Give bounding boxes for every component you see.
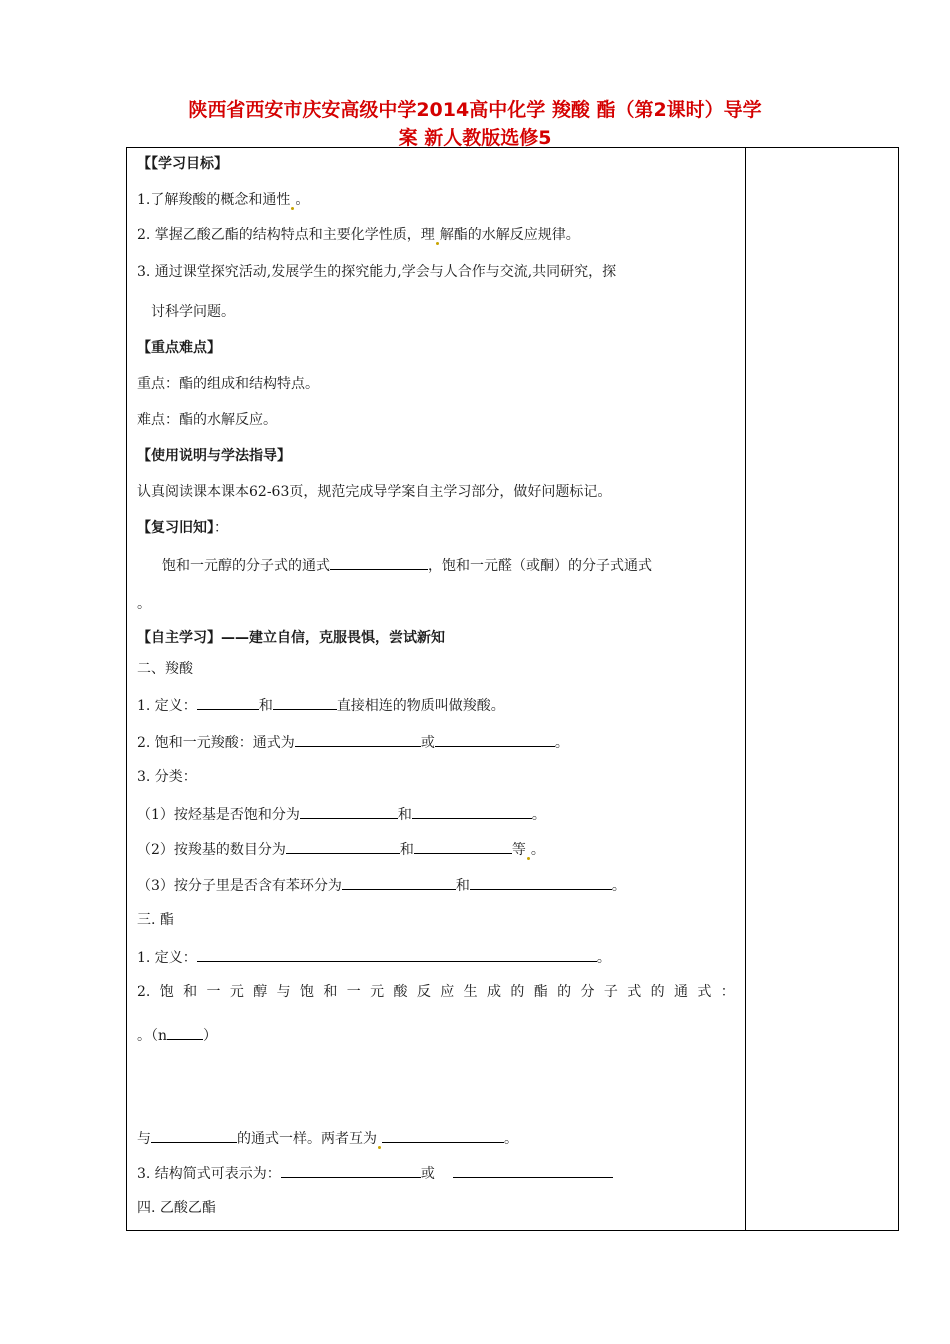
- review-heading: 【复习旧知】: [137, 520, 214, 536]
- document-title-line1: 陕西省西安市庆安高级中学2014高中化学 羧酸 酯（第2课时）导学: [188, 99, 762, 121]
- answer-blank[interactable]: [197, 694, 259, 710]
- review-text-end: 。: [137, 596, 151, 612]
- answer-blank[interactable]: [382, 1127, 504, 1143]
- key-heading: 【重点难点】: [137, 340, 221, 356]
- mark-dot: [527, 857, 530, 860]
- acid-class-1: （1）按烃基是否饱和分为 和 。: [137, 803, 546, 825]
- acid-formula: 2. 饱和一元羧酸：通式为 或 。: [137, 731, 569, 753]
- ester-heading: 三. 酯: [137, 912, 174, 928]
- answer-blank[interactable]: [300, 803, 398, 819]
- acid-class-2: （2）按羧基的数目分为 和 等 。: [137, 838, 545, 860]
- answer-blank[interactable]: [286, 838, 400, 854]
- guide-text: 认真阅读课本课本62-63页，规范完成导学案自主学习部分，做好问题标记。: [137, 484, 612, 500]
- ester-structure: 3. 结构简式可表示为： 或: [137, 1162, 613, 1184]
- goal-item-1: 1.了解羧酸的概念和通性 。: [137, 192, 310, 208]
- key-focus: 重点：酯的组成和结构特点。: [137, 376, 319, 392]
- key-difficulty: 难点：酯的水解反应。: [137, 412, 277, 428]
- ester-formula-line: 2. 饱 和 一 元 醇 与 饱 和 一 元 酸 反 应 生 成 的 酯 的 分 子 式 的 通 式 ：: [137, 984, 735, 1000]
- answer-blank[interactable]: [330, 554, 428, 570]
- goal-item-2: 2. 掌握乙酸乙酯的结构特点和主要化学性质，理 解酯的水解反应规律。: [137, 227, 580, 243]
- answer-blank[interactable]: [342, 874, 456, 890]
- goal-item-1-text: 1.了解羧酸的概念和通性: [137, 192, 291, 208]
- acid-definition: 1. 定义： 和 直接相连的物质叫做羧酸。: [137, 694, 505, 716]
- ester-formula-answer: 。（n ）: [137, 1024, 217, 1046]
- answer-blank[interactable]: [281, 1162, 421, 1178]
- answer-blank[interactable]: [435, 731, 555, 747]
- acid-heading: 二、羧酸: [137, 661, 193, 677]
- answer-blank[interactable]: [470, 874, 612, 890]
- document-title-line2: 案 新人教版选修5: [398, 127, 552, 149]
- answer-blank[interactable]: [414, 838, 512, 854]
- answer-blank[interactable]: [273, 694, 337, 710]
- answer-blank[interactable]: [167, 1024, 203, 1040]
- goals-heading: 【【学习目标】: [137, 156, 228, 172]
- table-column-divider: [745, 147, 746, 1231]
- self-study-heading: 【自主学习】——建立自信，克服畏惧，尝试新知: [137, 630, 445, 646]
- review-text: 饱和一元醇的分子式的通式 ，饱和一元醛（或酮）的分子式通式: [162, 554, 652, 576]
- answer-blank[interactable]: [412, 803, 532, 819]
- answer-blank[interactable]: [197, 946, 597, 962]
- ethyl-acetate-heading: 四. 乙酸乙酯: [137, 1200, 216, 1216]
- answer-blank[interactable]: [151, 1127, 237, 1143]
- review-heading-line: 【复习旧知】：: [137, 520, 228, 536]
- mark-dot: [291, 207, 294, 210]
- answer-blank[interactable]: [295, 731, 421, 747]
- mark-dot: [378, 1146, 381, 1149]
- acid-class-3: （3）按分子里是否含有苯环分为 和 。: [137, 874, 626, 896]
- ester-same-formula: 与 的通式一样。两者互为 。: [137, 1127, 518, 1149]
- goal-item-3b: 讨科学问题。: [151, 304, 235, 320]
- goal-item-3a: 3. 通过课堂探究活动,发展学生的探究能力,学会与人合作与交流,共同研究，探: [137, 264, 617, 280]
- answer-blank[interactable]: [453, 1162, 613, 1178]
- ester-definition: 1. 定义： 。: [137, 946, 611, 968]
- acid-class-heading: 3. 分类：: [137, 769, 197, 785]
- mark-dot: [436, 242, 439, 245]
- worksheet-table: [126, 147, 899, 1231]
- guide-heading: 【使用说明与学法指导】: [137, 448, 291, 464]
